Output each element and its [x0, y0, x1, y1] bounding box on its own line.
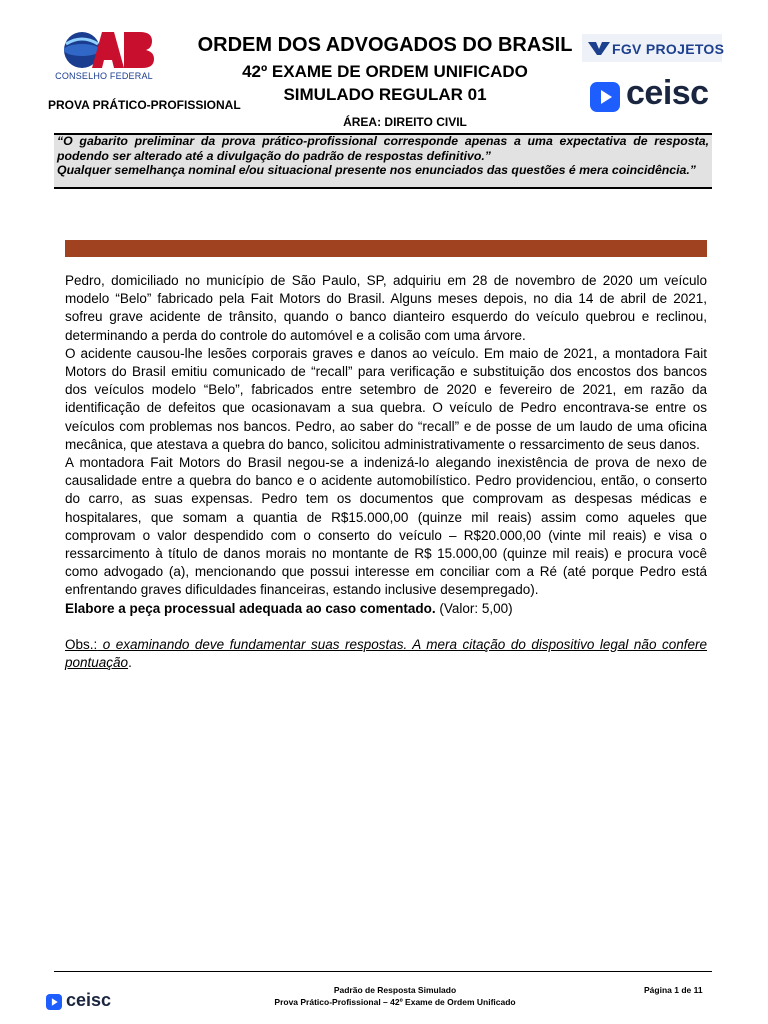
obs-label: Obs.:: [65, 636, 98, 652]
page-number: Página 1 de 11: [644, 985, 703, 995]
question-body: [65, 272, 707, 672]
simulado-title: SIMULADO REGULAR 01: [283, 85, 487, 104]
task-value: (Valor: 5,00): [435, 600, 513, 616]
exam-title: 42º EXAME DE ORDEM UNIFICADO: [242, 62, 528, 81]
ceisc-play-icon: [590, 82, 620, 112]
fgv-logo-text: FGV PROJETOS: [612, 41, 725, 57]
task-paragraph: [65, 600, 707, 618]
document-title: ORDEM DOS ADVOGADOS DO BRASIL: [197, 34, 573, 56]
obs-end: .: [128, 655, 132, 671]
footer-line-2: Prova Prático-Profissional – 42º Exame de Ordem Unificado: [274, 997, 516, 1007]
paragraph-1: Pedro, domiciliado no município de São Paulo, SP, adquiriu em 28 de novembro de 2020 um veículo modelo “Belo” fabricado pela Fait Motors do Brasil. Alguns meses depois, no dia 14 de abril de 2021, sofreu grave acidente de trânsito, quando o banco dianteiro esquerdo do veículo quebrou e reclinou, determinando a perda do controle do automóvel e a colisão com uma árvore.: [65, 273, 707, 343]
prova-label: PROVA PRÁTICO-PROFISSIONAL: [48, 98, 241, 112]
footer-ceisc-play-icon: [46, 994, 62, 1010]
notice-line-1: “O gabarito preliminar da prova prático-profissional corresponde apenas a uma expectativa de resposta, podendo ser alterado até a divulgação do padrão de respostas definitivo.”: [57, 134, 709, 163]
area-label: ÁREA: DIREITO CIVIL: [343, 115, 467, 129]
notice-text: [57, 134, 709, 178]
ceisc-logo-text: ceisc: [626, 74, 709, 112]
task-instruction: Elabore a peça processual adequada ao caso comentado.: [65, 600, 436, 616]
oab-subtitle: CONSELHO FEDERAL: [55, 71, 153, 81]
footer-divider: [54, 971, 712, 972]
notice-line-2: Qualquer semelhança nominal e/ou situacional presente nos enunciados das questões é mera coincidência.”: [57, 163, 696, 177]
footer-ceisc-logo-text: ceisc: [66, 990, 112, 1010]
obs-text: o examinando deve fundamentar suas respostas. A mera citação do dispositivo legal não confere pontuação: [65, 636, 707, 671]
paragraph-3: A montadora Fait Motors do Brasil negou-se a indenizá-lo alegando inexistência de prova de nexo de causalidade entre a quebra do banco e o acidente automobilístico. Pedro providenciou, então, o conserto do carro, as suas expensas. Pedro tem os documentos que comprovam as despesas médicas e hospitalares, que somam a quantia de R$15.000,00 (quinze mil reais) assim como aqueles que comprovam o valor despendido com o conserto do veículo – R$20.000,00 (vinte mil reais) e visa o ressarcimento à título de danos morais no montante de R$ 15.000,00 (quinze mil reais) e procura você como advogado (a), mencionando que possui interesse em conciliar com a Ré (até porque Pedro está enfrentando graves dificuldades financeiras, estando inclusive desempregado).: [65, 455, 707, 598]
section-bar: [65, 240, 707, 257]
fgv-mark-icon: [588, 40, 610, 56]
footer-line-1: Padrão de Resposta Simulado: [333, 985, 457, 995]
paragraph-2: O acidente causou-lhe lesões corporais graves e danos ao veículo. Em maio de 2021, a montadora Fait Motors do Brasil emitiu comunicado de “recall” para verificação e substituição dos encostos dos bancos dos veículos modelo “Belo”, fabricados entre setembro de 2020 e fevereiro de 2021, em razão da identificação de defeitos que ocasionavam a sua quebra. O veículo de Pedro encontrava-se entre os veículos com problemas nos bancos. Pedro, ao saber do “recall” e de posse de um laudo de uma oficina mecânica, que atestava a quebra do banco, solicitou administrativamente o ressarcimento de seus danos.: [65, 345, 707, 452]
obs-paragraph: [65, 636, 707, 672]
